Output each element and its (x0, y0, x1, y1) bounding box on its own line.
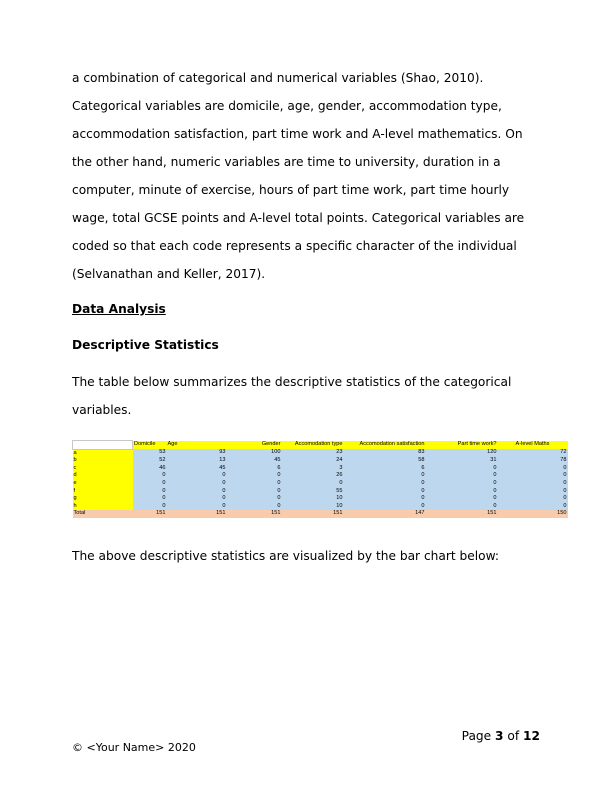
table-cell: 26 (282, 472, 344, 480)
heading-data-analysis: Data Analysis (72, 302, 166, 316)
table-cell: 55 (282, 488, 344, 496)
table-cell: 58 (344, 457, 426, 465)
table-cell: 0 (344, 495, 426, 503)
row-label: d (73, 472, 133, 480)
table-row (73, 503, 568, 511)
table-cell: 78 (498, 457, 568, 465)
table-cell: 0 (498, 465, 568, 473)
row-label: b (73, 457, 133, 465)
body-paragraph-1: a combination of categorical and numerical variables (Shao, 2010). Categorical variables are domicile, age, gender, accommodation type, accommodation satisfaction, part time work and A-level mathematics. On the other hand, numeric variables are time to university, duration in a computer, minute of exercise, hours of part time work, part time hourly wage, total GCSE points and A-level total points. Categorical variables are coded so that each code represents a specific character of the individual (Selvanathan and Keller, 2017). (72, 71, 525, 281)
body-paragraph-2: The table below summarizes the descriptive statistics of the categorical variables. (72, 375, 512, 417)
table-cell: 100 (227, 449, 282, 457)
table-header-cell: Accomodation type (282, 441, 344, 450)
table-cell: 83 (344, 449, 426, 457)
table-cell: 0 (167, 480, 227, 488)
table-cell: 0 (498, 472, 568, 480)
page-label: Page (461, 729, 492, 743)
page-number (462, 729, 540, 743)
table-cell: 0 (133, 480, 167, 488)
table-cell: 10 (282, 503, 344, 511)
row-label: f (73, 488, 133, 496)
table-cell: 0 (167, 495, 227, 503)
table-cell: 151 (167, 510, 227, 518)
table-cell: 31 (426, 457, 498, 465)
table-row (73, 465, 568, 473)
row-label: e (73, 480, 133, 488)
table-cell: 45 (167, 465, 227, 473)
row-label: h (73, 503, 133, 511)
table-row (73, 457, 568, 465)
row-label: c (73, 465, 133, 473)
table-cell: 0 (426, 480, 498, 488)
table-header-cell: A-level Maths (498, 441, 568, 450)
page-total: 12 (523, 729, 540, 743)
body-paragraph-3: The above descriptive statistics are visualized by the bar chart below: (72, 549, 499, 563)
table-cell: 52 (133, 457, 167, 465)
table-cell: 0 (498, 495, 568, 503)
table-cell: 151 (227, 510, 282, 518)
table-cell: 3 (282, 465, 344, 473)
table-cell: 0 (133, 488, 167, 496)
table-cell: 0 (167, 472, 227, 480)
table-cell: 0 (426, 488, 498, 496)
heading-descriptive-statistics: Descriptive Statistics (72, 338, 219, 352)
table-cell: 0 (227, 488, 282, 496)
table-cell: 0 (344, 472, 426, 480)
row-label: Total (73, 510, 133, 518)
table-cell: 0 (167, 503, 227, 511)
table-cell: 0 (227, 495, 282, 503)
table-cell: 150 (498, 510, 568, 518)
table-row (73, 449, 568, 457)
table-cell: 72 (498, 449, 568, 457)
table-row (73, 488, 568, 496)
table-cell: 147 (344, 510, 426, 518)
copyright-footer: © <Your Name> 2020 (72, 741, 196, 754)
table-cell: 0 (133, 472, 167, 480)
table-cell: 0 (227, 503, 282, 511)
table-cell: 0 (282, 480, 344, 488)
table-cell: 0 (344, 488, 426, 496)
table-cell: 0 (344, 480, 426, 488)
table-cell: 45 (227, 457, 282, 465)
table-cell: 0 (426, 472, 498, 480)
table-cell: 6 (344, 465, 426, 473)
table-cell: 151 (426, 510, 498, 518)
table-cell: 24 (282, 457, 344, 465)
table-cell: 0 (227, 472, 282, 480)
table-cell: 13 (167, 457, 227, 465)
table-cell: 0 (426, 495, 498, 503)
table-cell: 23 (282, 449, 344, 457)
row-label: g (73, 495, 133, 503)
table-cell: 0 (344, 503, 426, 511)
page-of: of (507, 729, 520, 743)
table-cell: 46 (133, 465, 167, 473)
descriptive-statistics-table (72, 440, 568, 518)
table-cell: 151 (133, 510, 167, 518)
table-header-cell: Age (167, 441, 227, 450)
page-current: 3 (495, 729, 504, 743)
table-cell: 0 (133, 495, 167, 503)
table-header-cell: Accomodation satisfaction (344, 441, 426, 450)
table-corner-cell (73, 441, 133, 450)
table-cell: 53 (133, 449, 167, 457)
table-header-cell: Part time work? (426, 441, 498, 450)
table-header-row (73, 441, 568, 450)
table-cell: 0 (133, 503, 167, 511)
table-cell: 6 (227, 465, 282, 473)
table-cell: 10 (282, 495, 344, 503)
table-cell: 0 (498, 488, 568, 496)
table-cell: 0 (498, 503, 568, 511)
table-cell: 0 (227, 480, 282, 488)
table-cell: 151 (282, 510, 344, 518)
table-cell: 0 (167, 488, 227, 496)
table-cell: 93 (167, 449, 227, 457)
table-row (73, 480, 568, 488)
table-row (73, 472, 568, 480)
table-cell: 120 (426, 449, 498, 457)
table-row (73, 495, 568, 503)
table-cell: 0 (498, 480, 568, 488)
table-cell: 0 (426, 503, 498, 511)
table-header-cell: Domicile (133, 441, 167, 450)
row-label: a (73, 449, 133, 457)
table-header-cell: Gender (227, 441, 282, 450)
table-cell: 0 (426, 465, 498, 473)
table-total-row (73, 510, 568, 518)
